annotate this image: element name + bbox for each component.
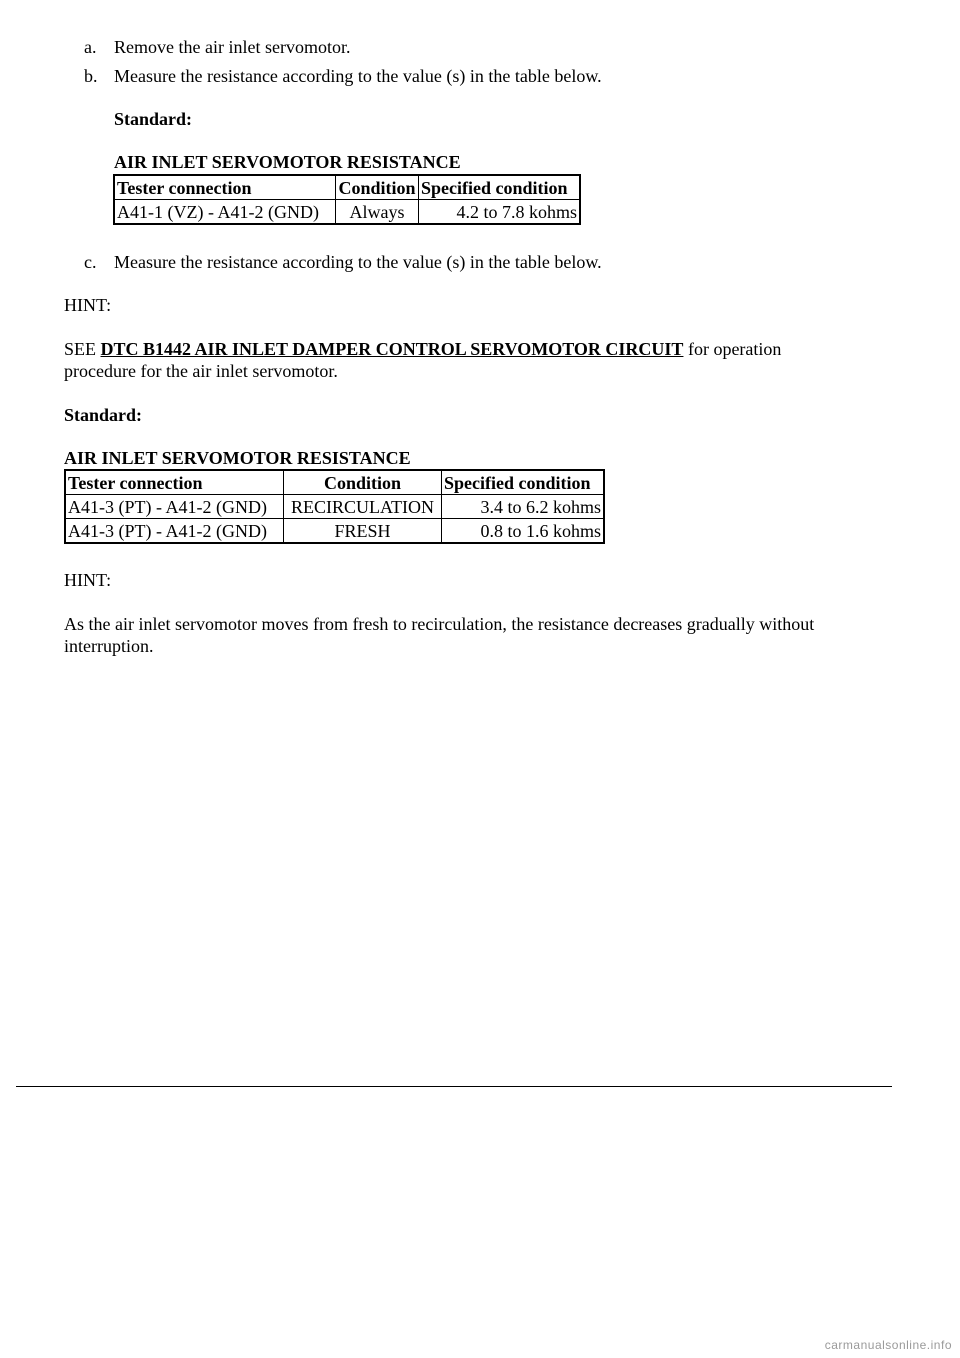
hint-1-line-1 xyxy=(64,338,781,360)
cell-condition: RECIRCULATION xyxy=(284,495,442,519)
column-header-specified: Specified condition xyxy=(419,175,581,200)
hint-label-2: HINT: xyxy=(64,570,112,590)
table-header-row xyxy=(65,470,604,495)
hint-label-1: HINT: xyxy=(64,295,112,315)
column-header-condition: Condition xyxy=(284,470,442,495)
standard-label-1: Standard: xyxy=(114,109,193,129)
watermark-text: carmanualsonline.info xyxy=(824,1338,952,1352)
dtc-b1442-link[interactable]: DTC B1442 AIR INLET DAMPER CONTROL SERVOMOTOR CIRCUIT xyxy=(100,339,684,359)
table1-title: AIR INLET SERVOMOTOR RESISTANCE xyxy=(114,152,461,172)
hint-1-suffix: for operation xyxy=(687,339,782,359)
step-c-marker: c. xyxy=(84,252,97,272)
column-header-tester: Tester connection xyxy=(114,175,336,200)
table-row xyxy=(65,495,604,519)
column-header-specified: Specified condition xyxy=(442,470,605,495)
cell-tester-connection: A41-3 (PT) - A41-2 (GND) xyxy=(65,495,284,519)
column-header-condition: Condition xyxy=(336,175,419,200)
step-a xyxy=(84,36,350,58)
page-divider xyxy=(16,1086,892,1087)
cell-condition: Always xyxy=(336,200,419,225)
cell-specified-condition: 0.8 to 1.6 kohms xyxy=(442,519,605,544)
cell-condition: FRESH xyxy=(284,519,442,544)
cell-specified-condition: 3.4 to 6.2 kohms xyxy=(442,495,605,519)
step-a-text: Remove the air inlet servomotor. xyxy=(114,37,351,57)
step-c-text: Measure the resistance according to the value (s) in the table below. xyxy=(114,252,602,272)
column-header-tester: Tester connection xyxy=(65,470,284,495)
step-b-marker: b. xyxy=(84,66,98,86)
hint-1-prefix: SEE xyxy=(64,339,97,359)
hint-2-line-2: interruption. xyxy=(64,636,154,656)
cell-tester-connection: A41-1 (VZ) - A41-2 (GND) xyxy=(114,200,336,225)
table-row xyxy=(114,200,580,225)
table-row xyxy=(65,519,604,544)
table-header-row xyxy=(114,175,580,200)
hint-1-line-2: procedure for the air inlet servomotor. xyxy=(64,361,338,381)
step-b-text: Measure the resistance according to the value (s) in the table below. xyxy=(114,66,602,86)
standard-label-2: Standard: xyxy=(64,405,143,425)
hint-2-line-1: As the air inlet servomotor moves from fresh to recirculation, the resistance decreases gradually without xyxy=(64,614,815,634)
step-c xyxy=(84,251,602,273)
resistance-table-2 xyxy=(64,469,605,544)
resistance-table-1 xyxy=(113,174,581,225)
cell-tester-connection: A41-3 (PT) - A41-2 (GND) xyxy=(65,519,284,544)
cell-specified-condition: 4.2 to 7.8 kohms xyxy=(419,200,581,225)
step-a-marker: a. xyxy=(84,37,97,57)
step-b xyxy=(84,65,602,87)
table2-title: AIR INLET SERVOMOTOR RESISTANCE xyxy=(64,448,411,468)
